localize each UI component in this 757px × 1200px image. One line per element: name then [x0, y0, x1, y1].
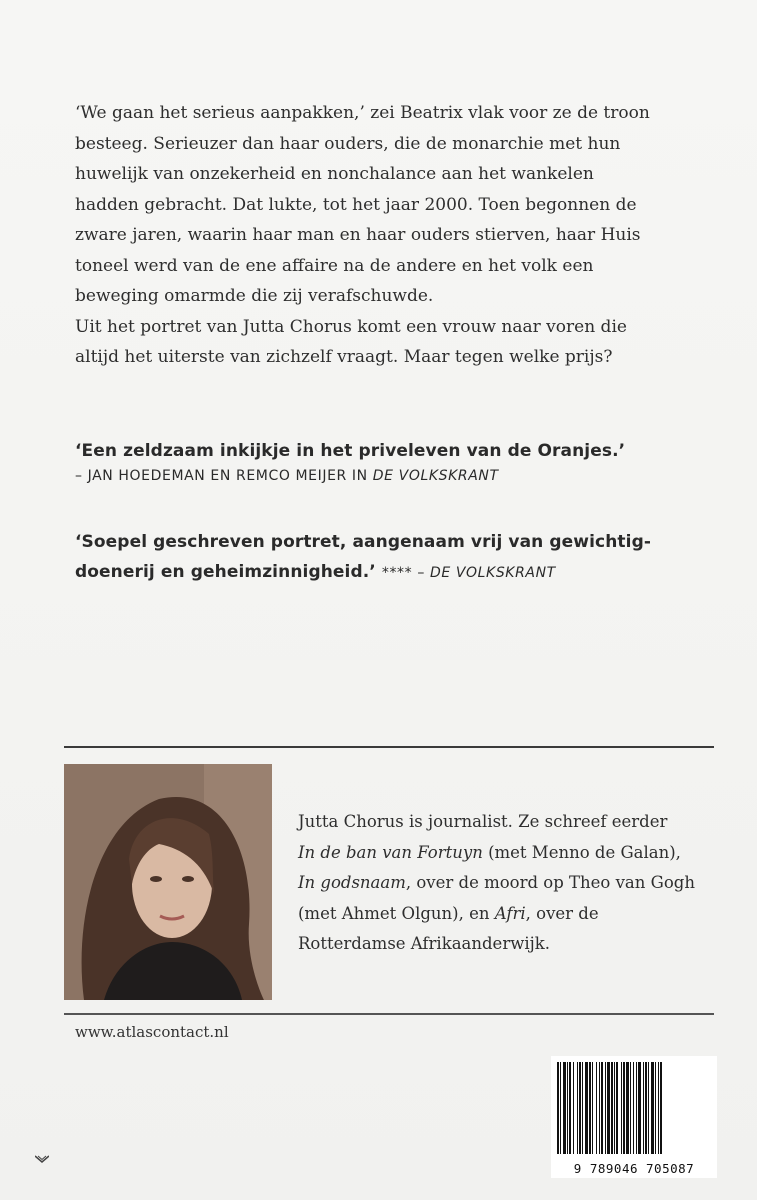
- barcode-bar: [601, 1062, 603, 1154]
- review-quote-2: [75, 527, 695, 588]
- barcode-bar: [621, 1062, 622, 1154]
- barcode-bar: [645, 1062, 647, 1154]
- barcode-bar: [599, 1062, 600, 1154]
- quote-text: ‘Een zeldzaam inkijkje in het priveleven van de Oranjes.’: [75, 441, 626, 461]
- blurb-line: altijd het uiterste van zichzelf vraagt. Maar tegen welke prijs?: [75, 347, 613, 367]
- barcode-bar: [655, 1062, 656, 1154]
- blurb-line: huwelijk van onzekerheid en nonchalance aan het wankelen: [75, 164, 594, 184]
- barcode-bar: [592, 1062, 593, 1154]
- isbn-number: 9 789046 705087: [573, 1161, 695, 1176]
- barcode-bar: [630, 1062, 631, 1154]
- divider-top: [64, 746, 714, 748]
- barcode-bar: [605, 1062, 606, 1154]
- blurb-line: Uit het portret van Jutta Chorus komt een vrouw naar voren die: [75, 316, 627, 337]
- blurb-line: hadden gebracht. Dat lukte, tot het jaar 2000. Toen begonnen de: [75, 194, 637, 215]
- barcode-bar: [577, 1062, 578, 1154]
- review-quote-1: [75, 436, 695, 484]
- barcode-bar: [611, 1062, 613, 1154]
- barcode-bar: [651, 1062, 654, 1154]
- blurb-line: ‘We gaan het serieus aanpakken,’ zei Beatrix vlak voor ze de troon: [75, 103, 650, 123]
- isbn-barcode: [551, 1056, 717, 1178]
- barcode-bar: [638, 1062, 641, 1154]
- barcode-bar: [623, 1062, 625, 1154]
- barcode-bar: [596, 1062, 597, 1154]
- quote-source-dash: –: [412, 565, 430, 581]
- quote-text: [75, 527, 695, 588]
- quote-source-publication: DE VOLKSKRANT: [372, 468, 499, 484]
- bio-line: Rotterdamse Afrikaanderwijk.: [298, 934, 550, 953]
- barcode-bar: [658, 1062, 659, 1154]
- book-title: In de ban van Fortuyn: [298, 842, 483, 862]
- bio-text: , over de moord op Theo van Gogh: [405, 873, 695, 892]
- book-title: Afri: [494, 903, 526, 923]
- barcode-bar: [579, 1062, 581, 1154]
- book-title: In godsnaam: [298, 873, 406, 892]
- bio-text: , over de: [525, 903, 599, 923]
- publisher-website: www.atlascontact.nl: [75, 1023, 229, 1041]
- blurb: [75, 98, 690, 373]
- barcode-bar: [573, 1062, 574, 1154]
- author-portrait-illustration: [64, 764, 272, 1000]
- barcode-bar: [582, 1062, 583, 1154]
- bio-line: Jutta Chorus is journalist. Ze schreef eerder: [298, 812, 668, 831]
- quote-source: [382, 565, 556, 581]
- barcode-bar: [648, 1062, 649, 1154]
- bio-line: [298, 838, 738, 869]
- barcode-bar: [589, 1062, 591, 1154]
- quote-line: ‘Soepel geschreven portret, aangenaam vrij van gewichtig-: [75, 532, 651, 552]
- barcode-bar: [643, 1062, 644, 1154]
- barcode-bar: [560, 1062, 561, 1154]
- blurb-line: beweging omarmde die zij verafschuwde.: [75, 286, 434, 306]
- barcode-bar: [569, 1062, 571, 1154]
- barcode-bar: [633, 1062, 634, 1154]
- blurb-line: zware jaren, waarin haar man en haar ouders stierven, haar Huis: [75, 225, 641, 245]
- bio-text: (met Ahmet Olgun), en: [298, 903, 495, 923]
- barcode-bars: [555, 1062, 713, 1154]
- barcode-bar: [567, 1062, 568, 1154]
- quote-source-publication: DE VOLKSKRANT: [429, 565, 556, 581]
- blurb-paragraph-2: [75, 312, 690, 373]
- rating-stars: ****: [381, 565, 413, 581]
- bio-line: [298, 868, 738, 899]
- barcode-bar: [557, 1062, 559, 1154]
- barcode-bar: [636, 1062, 637, 1154]
- barcode-bar: [660, 1062, 662, 1154]
- blurb-line: besteeg. Serieuzer dan haar ouders, die de monarchie met hun: [75, 133, 621, 154]
- barcode-bar: [563, 1062, 566, 1154]
- quote-source-authors: – JAN HOEDEMAN EN REMCO MEIJER IN: [75, 468, 373, 484]
- divider-bottom: [64, 1013, 714, 1015]
- bio-text: (met Menno de Galan),: [482, 842, 681, 862]
- barcode-bar: [614, 1062, 615, 1154]
- blurb-paragraph-1: [75, 98, 690, 312]
- publisher-logo-icon: [35, 1150, 49, 1168]
- author-photo: [64, 764, 272, 1000]
- barcode-bar: [585, 1062, 588, 1154]
- bio-line: [298, 899, 738, 930]
- blurb-line: toneel werd van de ene affaire na de andere en het volk een: [75, 255, 594, 276]
- author-bio: [298, 807, 738, 960]
- barcode-bar: [607, 1062, 610, 1154]
- quote-source: [75, 468, 695, 484]
- barcode-bar: [626, 1062, 629, 1154]
- quote-line: doenerij en geheimzinnigheid.’: [75, 562, 376, 582]
- barcode-bar: [616, 1062, 618, 1154]
